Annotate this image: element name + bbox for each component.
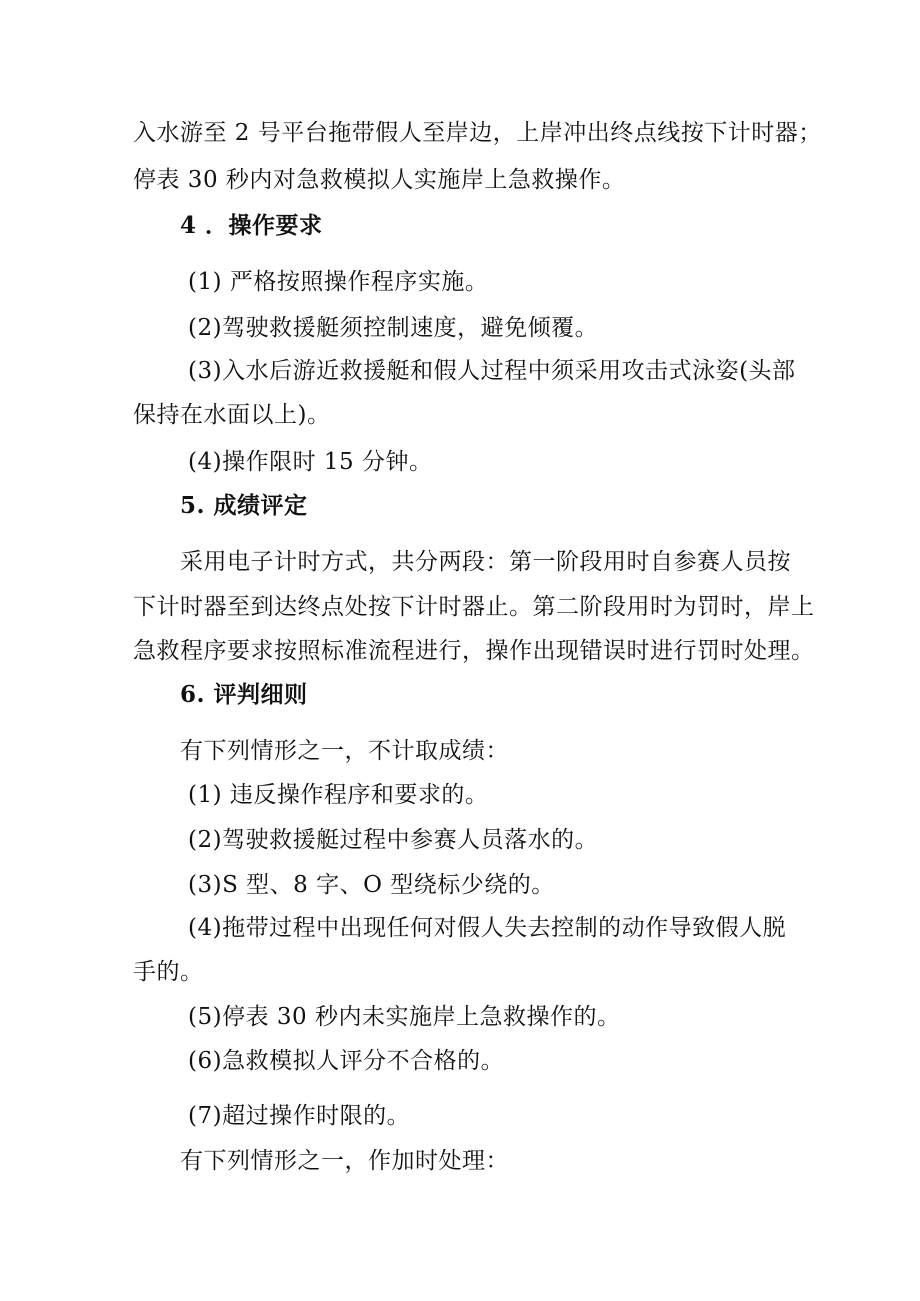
list-item: (3)S 型、8 字、O 型绕标少绕的。 <box>188 872 555 898</box>
section-heading-operation-requirements: 4 ．操作要求 <box>180 212 323 239</box>
list-item: (7)超过操作时限的。 <box>188 1103 411 1129</box>
list-item: (2)驾驶救援艇须控制速度，避免倾覆。 <box>188 315 599 341</box>
section-heading-judging-rules: 6. 评判细则 <box>180 681 308 708</box>
list-item: (1) 违反操作程序和要求的。 <box>188 782 489 808</box>
list-item: (4)拖带过程中出现任何对假人失去控制的动作导致假人脱 <box>188 915 787 941</box>
body-text-line: 采用电子计时方式，共分两段：第一阶段用时自参赛人员按 <box>180 549 791 575</box>
list-item: (4)操作限时 15 分钟。 <box>188 449 433 475</box>
body-text-line: 急救程序要求按照标准流程进行，操作出现错误时进行罚时处理。 <box>133 638 815 664</box>
list-item: (5)停表 30 秒内未实施岸上急救操作的。 <box>188 1004 621 1030</box>
list-item: (6)急救模拟人评分不合格的。 <box>188 1048 505 1074</box>
body-text-line: 入水游至 2 号平台拖带假人至岸边，上岸冲出终点线按下计时器； <box>133 120 822 146</box>
list-item-continuation: 保持在水面以上)。 <box>133 402 331 428</box>
body-text-line: 停表 30 秒内对急救模拟人实施岸上急救操作。 <box>133 167 626 193</box>
list-item: (3)入水后游近救援艇和假人过程中须采用攻击式泳姿(头部 <box>188 358 796 384</box>
body-text-line: 有下列情形之一，不计取成绩： <box>180 738 509 764</box>
list-item-continuation: 手的。 <box>133 959 204 985</box>
body-text-line: 有下列情形之一，作加时处理： <box>180 1148 509 1174</box>
list-item: (1) 严格按照操作程序实施。 <box>188 269 489 295</box>
body-text-line: 下计时器至到达终点处按下计时器止。第二阶段用时为罚时，岸上 <box>133 594 815 620</box>
list-item: (2)驾驶救援艇过程中参赛人员落水的。 <box>188 827 599 853</box>
section-heading-score-evaluation: 5. 成绩评定 <box>180 492 308 519</box>
